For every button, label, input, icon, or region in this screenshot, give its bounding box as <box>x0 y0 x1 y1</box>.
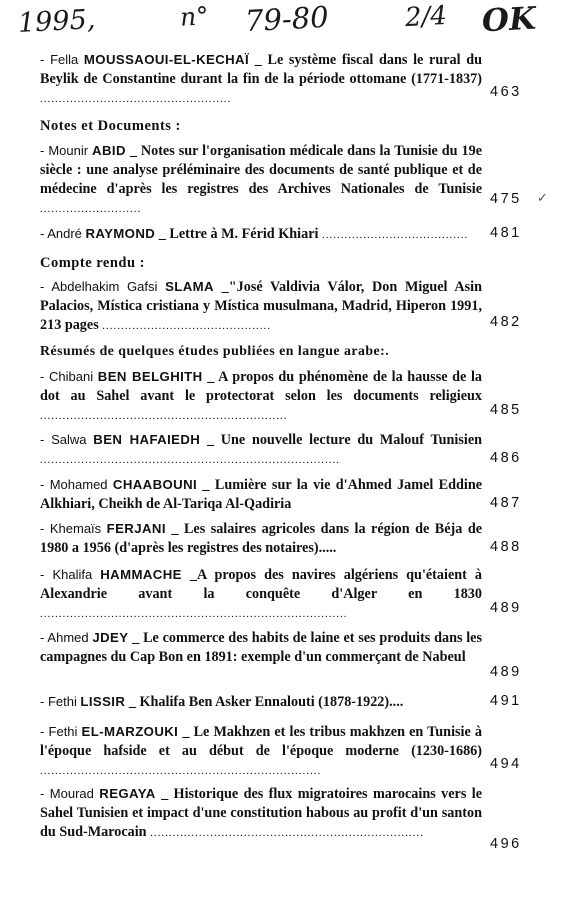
leader-dots: ......................................................................... <box>150 827 424 839</box>
entry-page-number: 487 <box>490 495 522 511</box>
entry-author-first: - Mohamed <box>40 477 108 492</box>
toc-entry <box>40 519 482 558</box>
entry-page-number: 496 <box>490 836 522 852</box>
leader-dots: ....................................... <box>322 229 469 241</box>
entry-page-number: 463 <box>490 84 522 100</box>
entry-author-last: BEN HAFAIEDH <box>93 432 201 447</box>
leader-dots: .................................................................. <box>40 410 288 422</box>
toc-entry <box>40 141 482 219</box>
entry-page-number: 489 <box>490 664 522 680</box>
entry-page-number: 491 <box>490 693 522 709</box>
entry-author-first: - Abdelhakim Gafsi <box>40 279 158 294</box>
entry-page-number: 475 <box>490 191 522 207</box>
entry-title: _ Le Makhzen et les tribus makhzen en Tunisie à l'époque hafside et au début de l'époque moderne (1230-1686) <box>40 724 482 759</box>
entry-title: _ Khalifa Ben Asker Ennalouti (1878-1922).... <box>128 694 404 710</box>
entry-title: _ Le système fiscal dans le rural du Beylik de Constantine durant la fin de la période ottomane (1771-1837) <box>40 52 482 87</box>
entry-page-number: 485 <box>490 402 522 418</box>
entry-author-first: - Khalifa <box>40 567 93 582</box>
handwritten-year: 1995, <box>17 3 97 40</box>
entry-author-last: EL-MARZOUKI <box>81 724 179 739</box>
handwritten-ok-mark: OK <box>481 0 537 40</box>
entry-title: _"José Valdivia Válor, Don Miguel Asin Palacios, Mística cristiana y Mística musulmana, Madrid, Hiperon 1991, 213 pages <box>40 279 483 333</box>
entry-author-first: - Fethi <box>40 694 77 709</box>
leader-dots: ........................................................................... <box>40 765 322 777</box>
toc-entry <box>40 565 482 624</box>
entry-author-last: RAYMOND <box>85 226 156 241</box>
entry-author-first: - Salwa <box>40 432 87 447</box>
toc-entry <box>40 475 482 514</box>
entry-title: _ Historique des flux migratoires marocains vers le Sahel Tunisien et impact d'une constitution habous au profit d'un santon du Sud-Marocain <box>40 786 482 840</box>
entry-title: _ A propos du phénomène de la hausse de la dot au Sahel avant le protectorat selon les documents religieux <box>40 369 483 404</box>
section-heading-review: Compte rendu : <box>40 255 146 271</box>
entry-author-first: - Khemaïs <box>40 521 102 536</box>
entry-author-first: - Chibani <box>40 369 94 384</box>
entry-author-first: - André <box>40 226 82 241</box>
toc-entry <box>40 430 482 470</box>
entry-author-last: HAMMACHE <box>100 567 182 582</box>
entry-author-first: - Ahmed <box>40 630 89 645</box>
entry-page-number: 489 <box>490 600 522 616</box>
toc-entry <box>40 224 482 245</box>
toc-entry <box>40 628 482 667</box>
entry-author-first: - Mounir <box>40 143 89 158</box>
leader-dots: ........................... <box>40 203 142 215</box>
entry-author-last: SLAMA <box>165 279 214 294</box>
toc-entry <box>40 50 482 109</box>
entry-author-last: JDEY <box>92 630 129 645</box>
entry-title: _A propos des navires algériens qu'étaient à Alexandrie avant la conquête d'Alger en 1830 <box>40 567 482 602</box>
toc-entry <box>40 692 482 712</box>
entry-author-last: REGAYA <box>99 786 156 801</box>
handwritten-issue-number: 79-80 <box>244 0 330 39</box>
entry-author-first: - Fethi <box>40 724 78 739</box>
toc-entry <box>40 367 482 426</box>
entry-title: _ Lumière sur la vie d'Ahmed Jamel Eddine Alkhiari, Cheikh de Al-Tariqa Al-Qadiria <box>40 477 483 512</box>
leader-dots: ............................................. <box>102 320 272 332</box>
toc-entry <box>40 277 482 336</box>
leader-dots: ................................................................................ <box>40 454 340 466</box>
leader-dots: .................................................................................. <box>40 608 348 620</box>
entry-title: _ Une nouvelle lecture du Malouf Tunisien <box>206 432 483 448</box>
entry-page-number: 488 <box>490 539 522 555</box>
entry-title: _ Notes sur l'organisation médicale dans la Tunisie du 19e siècle : une analyse préléminaire des documents de santé publique et de médecine d'après les registres des Archives Nationales de Tunisie <box>40 143 482 197</box>
entry-page-number: 486 <box>490 450 522 466</box>
entry-author-last: FERJANI <box>106 521 166 536</box>
entry-author-last: MOUSSAOUI-EL-KECHAÏ <box>83 52 250 67</box>
handwritten-part: 2/4 <box>404 0 448 34</box>
entry-author-last: LISSIR <box>80 694 126 709</box>
entry-title: _ Les salaires agricoles dans la région de Béja de 1980 a 1956 (d'après les registres des notaires)..... <box>40 521 483 556</box>
section-heading-summaries: Résumés de quelques études publiées en langue arabe:. <box>40 343 390 358</box>
entry-author-first: - Fella <box>40 52 79 67</box>
handwritten-check-mark: ✓ <box>537 191 548 206</box>
handwritten-number-prefix: n° <box>179 1 210 32</box>
toc-entry <box>40 784 482 843</box>
entry-title: _ Lettre à M. Férid Khiari <box>158 226 319 242</box>
toc-entry <box>40 722 482 781</box>
entry-author-last: ABID <box>92 143 126 158</box>
section-heading-notes: Notes et Documents : <box>40 118 181 134</box>
entry-page-number: 494 <box>490 756 522 772</box>
entry-author-first: - Mourad <box>40 786 94 801</box>
entry-page-number: 482 <box>490 314 522 330</box>
entry-title: _ Le commerce des habits de laine et ses produits dans les campagnes du Cap Bon en 1891: exemple d'un commerçant de Nabeul <box>40 630 483 665</box>
leader-dots: ................................................... <box>40 93 232 105</box>
entry-author-last: CHAABOUNI <box>112 477 198 492</box>
entry-author-last: BEN BELGHITH <box>97 369 203 384</box>
entry-page-number: 481 <box>490 225 522 241</box>
